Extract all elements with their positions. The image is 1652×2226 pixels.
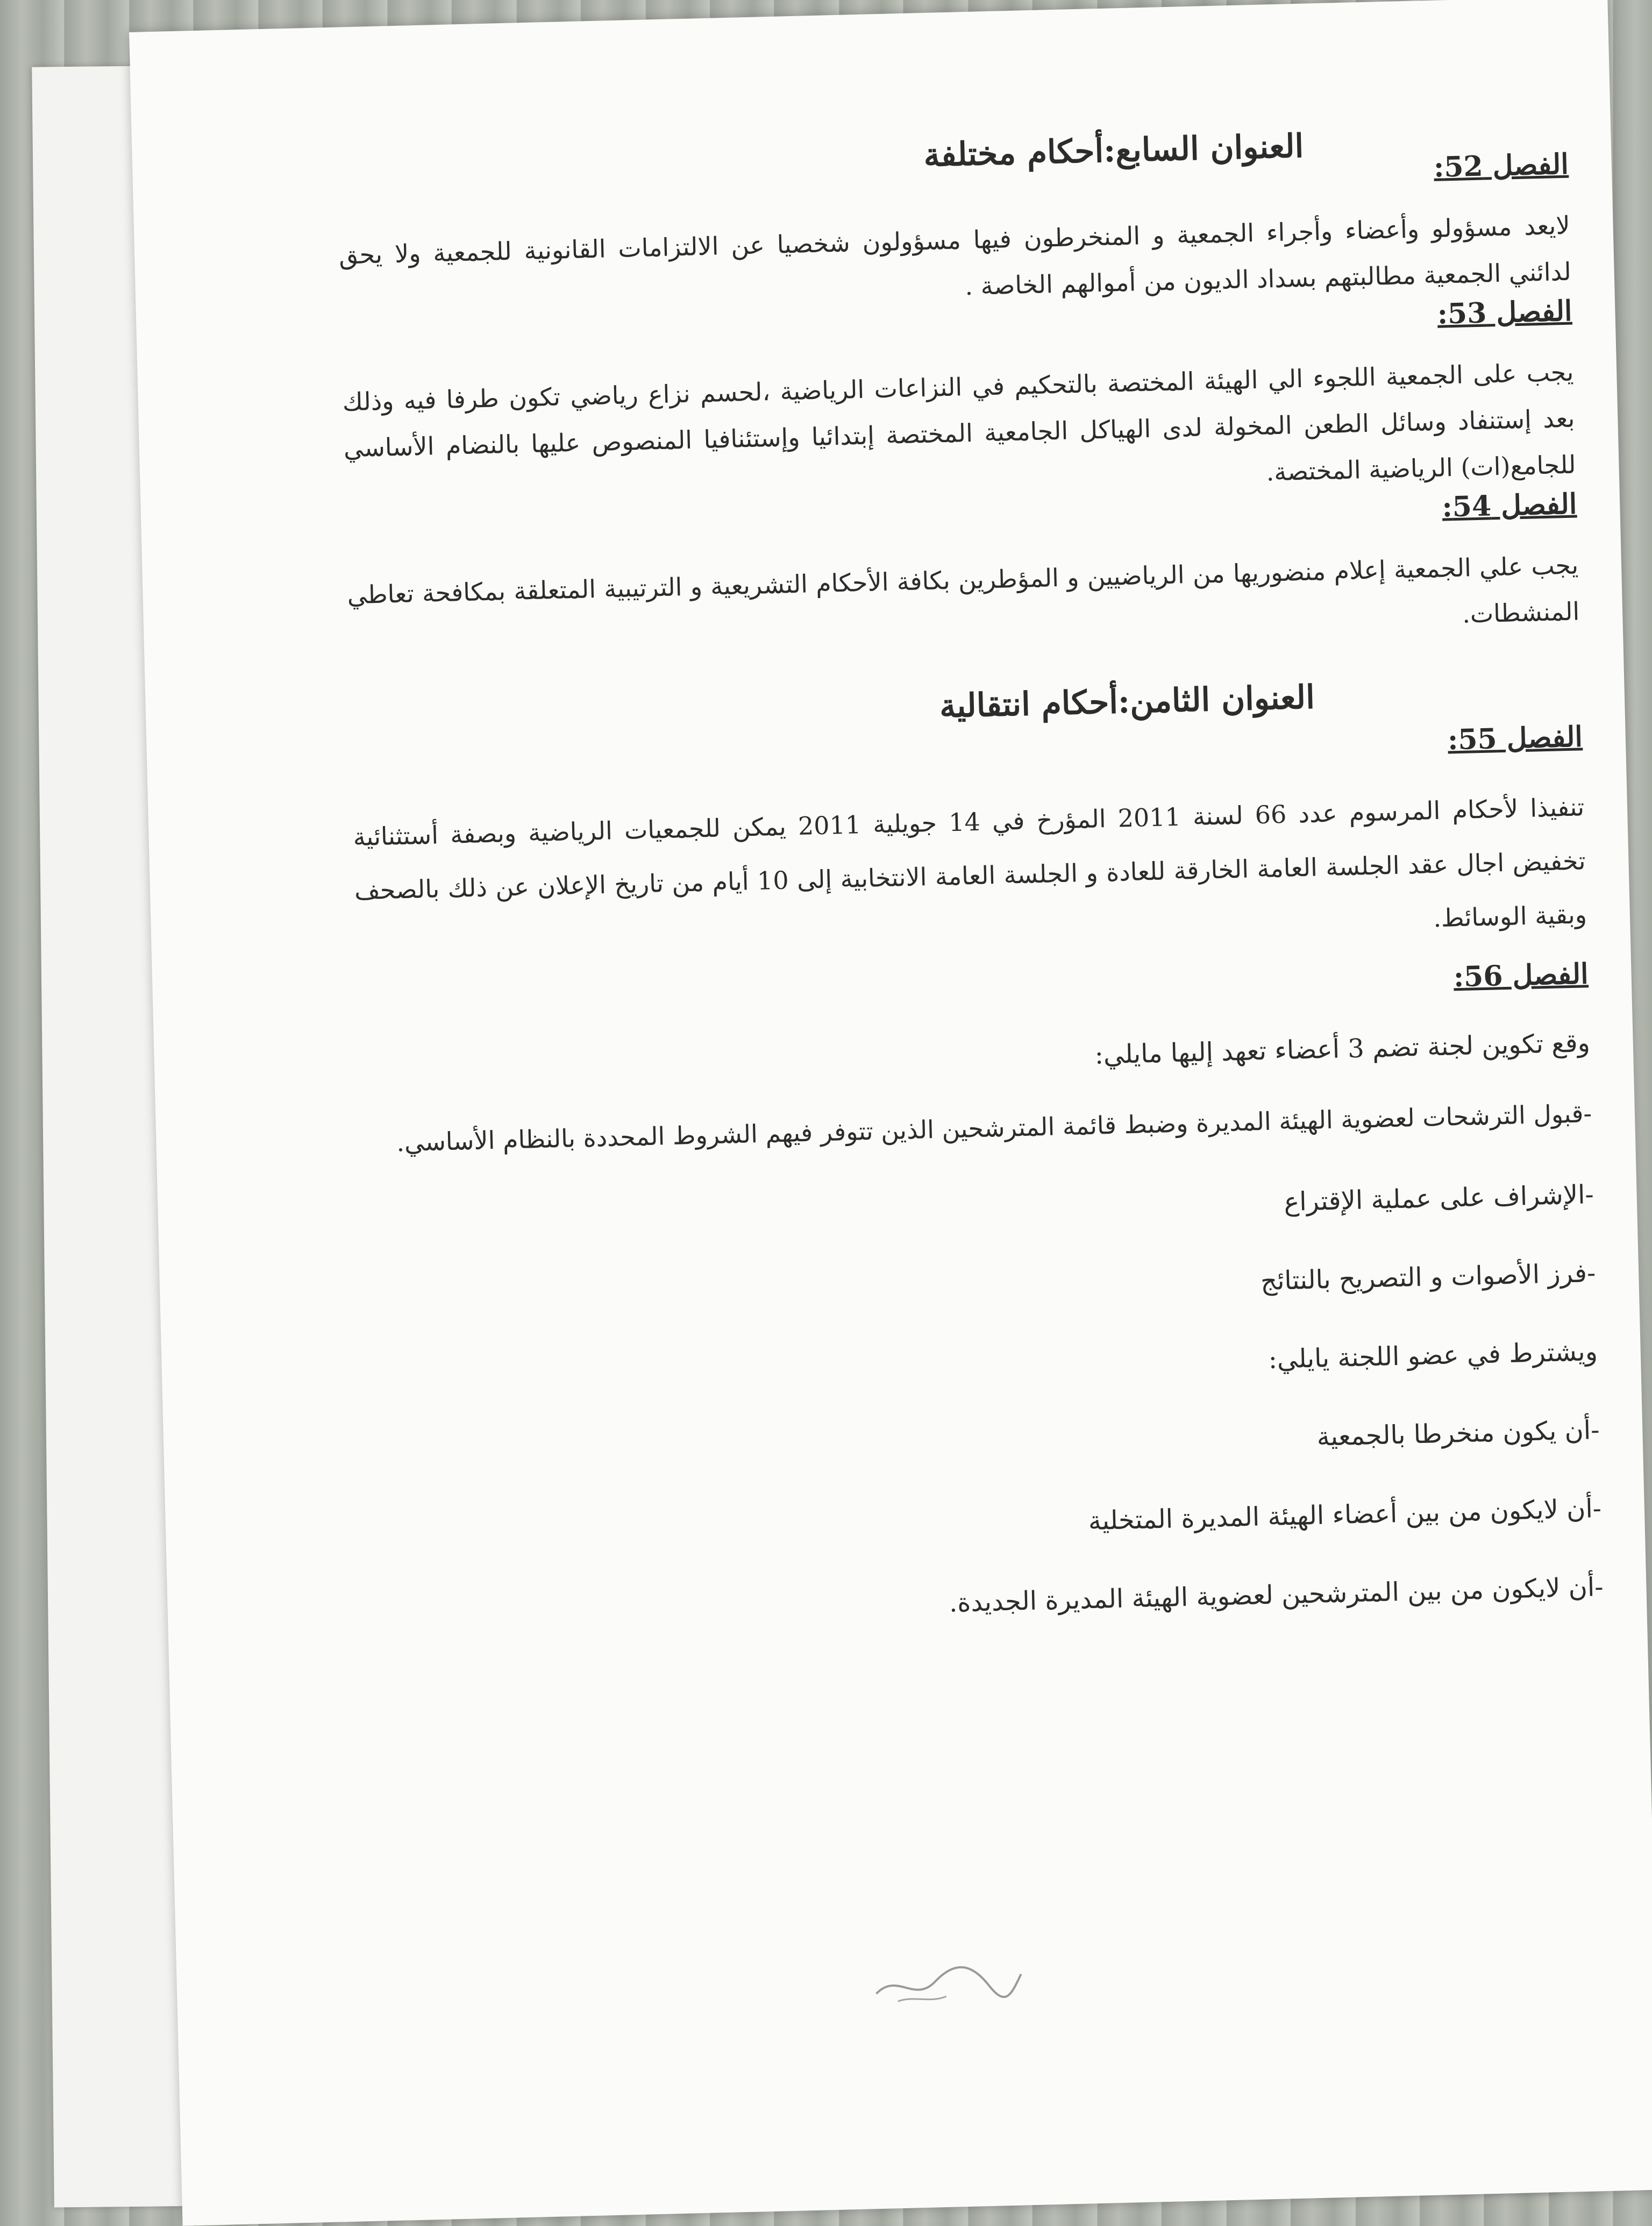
document-content xyxy=(336,89,1604,1632)
article-52-text: لايعد مسؤولو وأعضاء وأجراء الجمعية و المنخرطون فيها مسؤولون شخصيا عن الالتزامات القانونية للجمعية ولا يحق لدائني الجمعية مطالبتهم بسداد الديون من أموالهم الخاصة . xyxy=(338,210,1572,301)
article-54-text: يجب علي الجمعية إعلام منضوريها من الرياضيين و المؤطرين بكافة الأحكام التشريعية و الترتيبية المتعلقة بمكافحة تعاطي المنشطات. xyxy=(347,550,1580,629)
section-heading-8: العنوان الثامن:أحكام انتقالية xyxy=(939,678,1315,726)
article-55-text: تنفيذا لأحكام المرسوم عدد 66 لسنة 2011 المؤرخ في 14 جويلية 2011 يمكن للجمعيات الرياضية وبصفة أستثنائية تخفيض اجال عقد الجلسة العامة الخارقة للعادة و الجلسة العامة الانتخابية إلى 10 أيام من تاريخ الإعلان عن ذلك بالصحف وبقية الوسائط. xyxy=(353,792,1587,933)
article-56-condition-intro: ويشترط في عضو اللجنة يايلي: xyxy=(1268,1336,1598,1375)
article-54-title: الفصل 54: xyxy=(1441,487,1577,524)
article-56-item-1: -قبول الترشحات لعضوية الهيئة المديرة وضبط قائمة المترشحين الذين تتوفر فيهم الشروط المحددة بالنظام الأساسي. xyxy=(396,1099,1592,1157)
article-56-condition-2: -أن لايكون من بين أعضاء الهيئة المديرة المتخلية xyxy=(1088,1493,1602,1537)
article-56-title: الفصل 56: xyxy=(1453,957,1589,994)
article-56-intro: وقع تكوين لجنة تضم 3 أعضاء تعهد إليها مايلي: xyxy=(1094,1028,1591,1070)
article-56-condition-3: -أن لايكون من بين المترشحين لعضوية الهيئة المديرة الجديدة. xyxy=(949,1571,1604,1618)
article-56-condition-1: -أن يكون منخرطا بالجمعية xyxy=(1316,1414,1600,1452)
section-heading-7: العنوان السابع:أحكام مختلفة xyxy=(923,127,1305,174)
article-56-item-2: -الإشراف على عملية الإقتراع xyxy=(1283,1179,1594,1218)
handwritten-signature xyxy=(865,1947,1028,2015)
article-53-title: الفصل 53: xyxy=(1437,294,1573,331)
article-53-text: يجب على الجمعية اللجوء الي الهيئة المختصة بالتحكيم في النزاعات الرياضية ،لحسم نزاع رياضي تكون طرفا فيه وذلك بعد إستنفاد وسائل الطعن المخولة لدى الهياكل الجامعية المختصة إبتدائيا وإستئنافيا المنصوص عليها بالنضام الأساسي للجامع(ات) الرياضية المختصة. xyxy=(342,357,1577,487)
document-page xyxy=(129,0,1652,2226)
article-56-item-3: -فرز الأصوات و التصريح بالنتائج xyxy=(1260,1258,1596,1297)
article-52-title: الفصل 52: xyxy=(1433,147,1569,184)
article-55-title: الفصل 55: xyxy=(1447,720,1583,757)
